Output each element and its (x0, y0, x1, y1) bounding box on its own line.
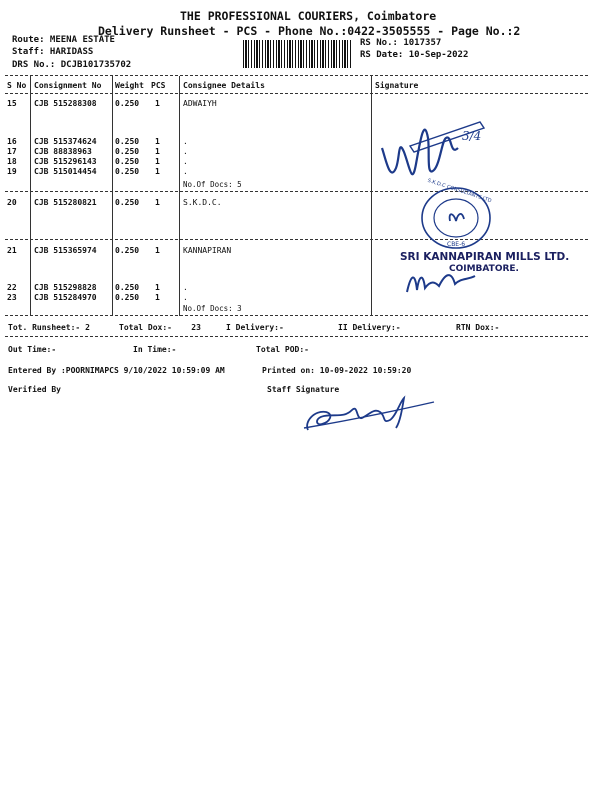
row-weight: 0.250 (115, 157, 140, 166)
row-consignment: CJB 515365974 (34, 246, 97, 255)
row-consignment: CJB 515280821 (34, 198, 97, 207)
row-consignment: CJB 515296143 (34, 157, 97, 166)
total-dox: Total Dox:- 23 (119, 323, 201, 332)
row-weight: 0.250 (115, 99, 140, 108)
out-time: Out Time:- (8, 345, 57, 354)
verified-by: Verified By (8, 385, 61, 394)
drs-number: DRS No.: DCJB101735702 (12, 60, 132, 70)
seal-text-bottom: CBE-6 (447, 241, 466, 248)
row-consignee: . (183, 283, 188, 292)
in-time: In Time:- (133, 345, 177, 354)
col-divider (30, 76, 31, 316)
rs-date: RS Date: 10-Sep-2022 (360, 50, 469, 60)
row-pcs: 1 (155, 167, 160, 176)
row-consignee: ADWAIYH (183, 99, 217, 108)
row-pcs: 1 (155, 137, 160, 146)
col-header-consignee: Consignee Details (183, 81, 265, 90)
row-consignee: . (183, 137, 188, 146)
col-divider (112, 76, 113, 316)
row-consignee: KANNAPIRAN (183, 246, 232, 255)
col-header-consignment: Consignment No (34, 81, 102, 90)
row-consignment: CJB 515288308 (34, 99, 97, 108)
entered-by: Entered By :POORNIMAPCS 9/10/2022 10:59:09 AM (8, 366, 225, 375)
row-sno: 15 (7, 99, 17, 108)
footer-rule (5, 336, 588, 337)
ii-delivery: II Delivery:- (338, 323, 401, 332)
total-pod: Total POD:- (256, 345, 309, 354)
row-sno: 19 (7, 167, 17, 176)
row-pcs: 1 (155, 99, 160, 108)
header-bottom-rule (5, 93, 588, 94)
docs-count: No.Of Docs: 5 (183, 180, 242, 189)
mills-signature (405, 262, 495, 302)
docs-count: No.Of Docs: 3 (183, 304, 242, 313)
runsheet-subtitle: Delivery Runsheet - PCS - Phone No.:0422-3505555 - Page No.:2 (98, 24, 521, 38)
col-header-sno: S No (7, 81, 27, 90)
route-label: Route: MEENA ESTATE (12, 35, 115, 45)
col-header-pcs: PCS (151, 81, 166, 90)
printed-on: Printed on: 10-09-2022 10:59:20 (262, 366, 412, 375)
row-sno: 17 (7, 147, 17, 156)
row-sno: 18 (7, 157, 17, 166)
row-sno: 20 (7, 198, 17, 207)
rs-number: RS No.: 1017357 (360, 38, 442, 48)
col-header-weight: Weight (115, 81, 144, 90)
row-sno: 23 (7, 293, 17, 302)
mills-stamp-line2: COIMBATORE. (449, 264, 519, 274)
col-header-signature: Signature (375, 81, 419, 90)
seal-text-top: S.K.D.C CONSULTANTS LTD (426, 177, 493, 205)
table-top-rule (5, 75, 588, 76)
staff-label: Staff: HARIDASS (12, 47, 94, 57)
row-sno: 16 (7, 137, 17, 146)
row-weight: 0.250 (115, 293, 140, 302)
row-consignee: . (183, 147, 188, 156)
group-divider (5, 191, 588, 192)
row-consignee: . (183, 167, 188, 176)
consignee-signature (380, 108, 490, 188)
row-consignment: CJB 515284970 (34, 293, 97, 302)
mills-stamp-line1: SRI KANNAPIRAN MILLS LTD. (400, 251, 570, 263)
group-divider (5, 239, 588, 240)
row-consignee: . (183, 293, 188, 302)
row-consignment: CJB 515374624 (34, 137, 97, 146)
row-sno: 21 (7, 246, 17, 255)
col-divider (371, 76, 372, 316)
table-bottom-rule (5, 315, 588, 316)
row-sno: 22 (7, 283, 17, 292)
staff-signature-label: Staff Signature (267, 385, 340, 394)
row-pcs: 1 (155, 246, 160, 255)
svg-text:3/4: 3/4 (462, 129, 482, 143)
row-consignment: CJB 515014454 (34, 167, 97, 176)
row-weight: 0.250 (115, 167, 140, 176)
barcode (243, 40, 353, 68)
row-pcs: 1 (155, 283, 160, 292)
row-pcs: 1 (155, 293, 160, 302)
row-weight: 0.250 (115, 137, 140, 146)
row-pcs: 1 (155, 147, 160, 156)
tot-runsheet: Tot. Runsheet:- 2 (8, 323, 90, 332)
row-pcs: 1 (155, 157, 160, 166)
row-consignment: CJB 88838963 (34, 147, 92, 156)
row-pcs: 1 (155, 198, 160, 207)
row-weight: 0.250 (115, 246, 140, 255)
row-consignee: S.K.D.C. (183, 198, 222, 207)
col-divider (179, 76, 180, 316)
company-title: THE PROFESSIONAL COURIERS, Coimbatore (180, 9, 437, 23)
row-weight: 0.250 (115, 198, 140, 207)
row-weight: 0.250 (115, 147, 140, 156)
row-consignee: . (183, 157, 188, 166)
rtn-dox: RTN Dox:- (456, 323, 500, 332)
staff-signature (300, 392, 440, 437)
i-delivery: I Delivery:- (226, 323, 284, 332)
row-consignment: CJB 515298828 (34, 283, 97, 292)
row-weight: 0.250 (115, 283, 140, 292)
